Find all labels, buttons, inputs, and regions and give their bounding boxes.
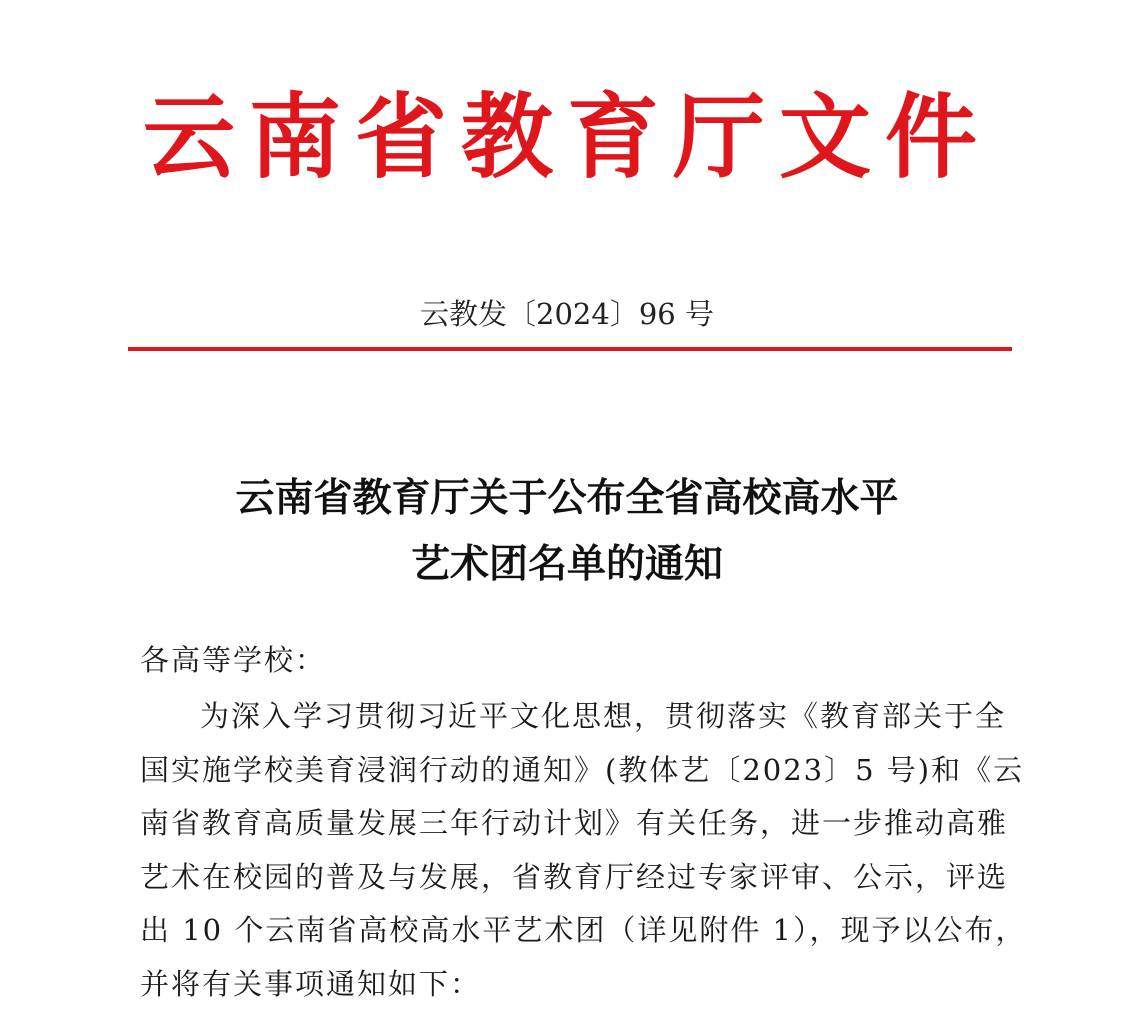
document-number: 云教发〔2024〕96 号: [420, 297, 714, 331]
body-line: 艺术在校园的普及与发展，省教育厅经过专家评审、公示，评选: [140, 859, 1009, 894]
body-line: 国实施学校美育浸润行动的通知》(教体艺〔2023〕5 号)和《云: [140, 752, 1025, 787]
body-line: 为深入学习贯彻习近平文化思想，贯彻落实《教育部关于全: [200, 699, 1007, 733]
body-line: 并将有关事项通知如下：: [140, 966, 482, 1001]
notice-title-line-2: 艺术团名单的通知: [410, 542, 723, 587]
notice-body: [140, 690, 1027, 1011]
body-line: 出 10 个云南省高校高水平艺术团（详见附件 1），现予以公布，: [140, 913, 1027, 947]
document-header-title: 云南省教育厅文件: [142, 84, 991, 191]
body-line: 南省教育高质量发展三年行动计划》有关任务，进一步推动高雅: [140, 806, 1009, 840]
red-divider-line: [128, 347, 1012, 351]
salutation: 各高等学校：: [140, 643, 327, 677]
notice-title-line-1: 云南省教育厅关于公布全省高校高水平: [235, 476, 899, 521]
notice-title: [0, 466, 1134, 598]
